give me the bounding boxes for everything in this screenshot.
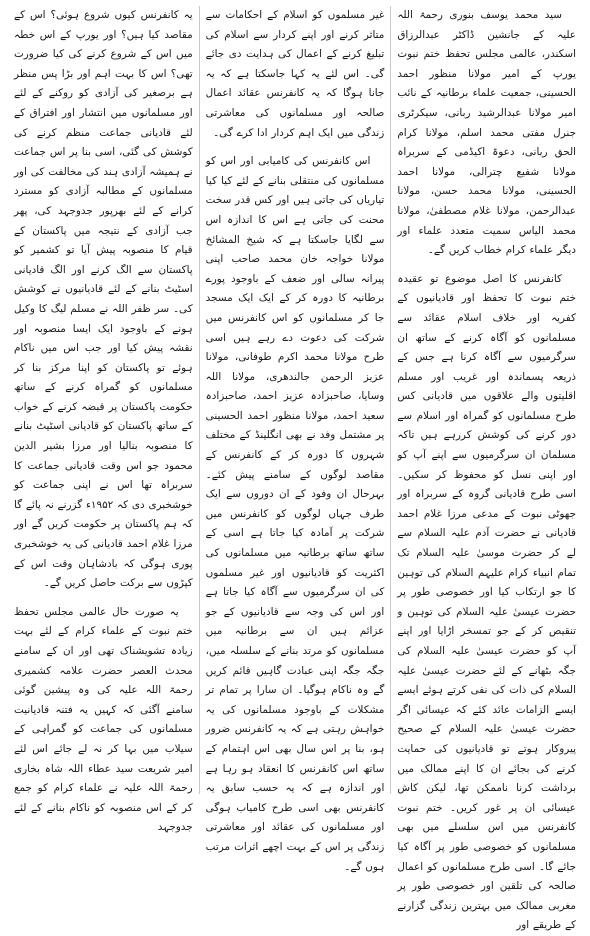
- paragraph: غیر مسلموں کو اسلام کے احکامات سے متاثر کرنے اور اپنے کردار سے اسلام کی تبلیغ کرنے کے اعمال کی ہدایت دی جائے گی۔ اس لئے یہ کہا جاسکتا ہے کہ یہ جانا ہوگا کہ یہ کانفرنس عقائد اعمال صالحہ اور مسلمانوں کی معاشرتی زندگی میں ایک اہم کردار ادا کرے گی۔: [205, 9, 385, 139]
- paragraph: اس کانفرنس کی کامیابی اور اس کو مسلمانوں کی منتقلی بنانے کے لئے کیا کیا تیاریاں کی جاتی ہیں اور کس قدر سخت محنت کی جاتی ہے اس کا اندازہ اس سے لگایا جاسکتا ہے کہ شیخ المشائخ مولانا خواجہ خان محمد صاحب اپنی پیرانہ سالی اور ضعف کے باوجود پورے برطانیہ کا دورہ کر کے ایک ایک مسجد جا کر مسلمانوں کو اس کانفرنس میں شرکت کی دعوت دے رہے ہیں اسی طرح مولانا محمد اکرم طوفانی، مولانا عزیز الرحمن جالندھری، مولانا اللہ وسایا، صاحبزادہ عزیز احمد، صاحبزادہ سعید احمد، مولانا منظور احمد الحسینی پر مشتمل وفد نے بھی انگلینڈ کے مختلف شہروں کا دورہ کر کے کانفرنس کے مقاصد لوگوں کے سامنے پیش کئے۔ بہرحال ان وفود کے ان دوروں سے ایک طرف جہاں لوگوں کو کانفرنس میں شرکت پر آمادہ کیا جاتا ہے اسی کے ساتھ ساتھ برطانیہ میں مسلمانوں کی اکثریت کو قادیانیوں اور غیر مسلموں کی ان سرگرمیوں سے آگاہ کیا جاتا ہے اور اس کی وجہ سے قادیانیوں کے جو عزائم ہیں ان سے برطانیہ میں مسلمانوں کو مرتد بنانے کے سلسلہ میں، جگہ جگہ اپنی عبادت گاہیں قائم کریں گے وہ ناکام ہوگیا۔ ان سارا پر تمام تر مشکلات کے باوجود مسلمانوں کی یہ خواہش رہتی ہے کہ یہ کانفرنس ضرور ہو، بنا پر اس سال بھی اس اہتمام کے ساتھ اس کانفرنس کا انعقاد ہو رہا ہے اور اندازہ ہے کہ یہ حسب سابق یہ کانفرنس بھی اسی طرح کامیاب ہوگی اور مسلمانوں کی عقائد اور معاشرتی زندگی پر اس کے بہت اچھے اثرات مرتب ہوں گے۔: [205, 155, 385, 873]
- paragraph: سید محمد یوسف بنوری رحمۃ اللہ علیہ کے جانشین ڈاکٹر عبدالرزاق اسکندر، عالمی مجلس تحفظ ختم نبوت یورپ کے امیر مولانا منظور احمد الحسینی، جمعیت علماء برطانیہ کے نائب امیر مولانا عبدالرشید ربانی، سیکرٹری جنرل مفتی محمد اسلم، مولانا کرام الحق ربانی، دعوۃ اکیڈمی کے سربراہ مولانا شفیع چترالی، مولانا احمد الحسینی، مولانا محمد حسن، مولانا عبدالرحمن، مولانا غلام مصطفیٰ، مولانا محمد الیاس سمیت متعدد علماء اور دیگر علماء کرام خطاب کریں گے۔: [397, 9, 576, 257]
- column-right: [391, 6, 582, 932]
- column-middle: [200, 6, 392, 873]
- column-left: [8, 6, 200, 834]
- paragraph: یہ صورت حال عالمی مجلس تحفظ ختم نبوت کے علماء کرام کے لئے بہت زیادہ تشویشناک تھی اور ان کے سامنے محدث العصر حضرت علامہ کشمیری رحمۃ اللہ علیہ کی وہ پیشین گوئی سامنے آگئی کہ کہیں یہ فتنہ قادیانیت مسلمانوں کی جماعت کو گمراہی کے سیلاب میں بہا کر نہ لے جائے اس لئے امیر شریعت سید عطاء اللہ شاہ بخاری رحمۃ اللہ علیہ نے علماء کرام کو جمع کر کے اس منصوبہ کو ناکام بنانے کے لئے جدوجہد: [13, 605, 193, 834]
- paragraph: کانفرنس کا اصل موضوع تو عقیدہ ختم نبوت کا تحفظ اور قادیانیوں کے کفریہ اور خلاف اسلام عقائد سے مسلمانوں کو آگاہ کرنے کے ساتھ ان سرگرمیوں سے آگاہ کرنا ہے جس کے ذریعہ پسماندہ اور غریب اور مسلم اقلیتوں والے علاقوں میں قادیانی کس طرح مسلمانوں کو گمراہ اور اسلام سے دور کرنے کی کوشش کررہے ہیں تاکہ مسلمان ان سرگرمیوں سے اپنے آپ کو اور اپنی نسل کو محفوظ کر سکیں۔ اسی طرح قادیانی گروہ کے سربراہ اور جھوٹی نبوت کے مدعی مرزا غلام احمد قادیانی نے حضرت آدم علیہ السلام سے لے کر حضرت موسیٰ علیہ السلام تک تمام انبیاء کرام علیہم السلام کی توہین کا جو ارتکاب کیا اور خصوصی طور پر حضرت عیسیٰ علیہ السلام کی توہین و تنقیص کر کے جو تمسخر اڑایا اور اپنے آپ کو حضرت عیسیٰ علیہ السلام کی جگہ بٹھانے کے لئے حضرت عیسیٰ علیہ السلام کی ذات کی نفی کرتے ہوئے ایسے ایسے الزامات عائد کئے کہ عیسائی اگر حضرت عیسیٰ علیہ السلام کے صحیح پیروکار ہوتے تو قادیانیوں کی حمایت کرنے کی بجائے ان کا اپنے ممالک میں برداشت کرنا ناممکن تھا، لیکن کاش عیسائی ان پر غور کریں۔ ختم نبوت کانفرنس میں اس سلسلے میں بھی مسلمانوں کو خصوصی طور پر آگاہ کیا جائے گا۔ اسی طرح مسلمانوں کو اعمال صالحہ کی تلقین اور خصوصی طور پر مغربی ممالک میں بہترین زندگی گزارنے کے طریقے اور: [397, 272, 576, 932]
- paragraph: یہ کانفرنس کیوں شروع ہوئی؟ اس کے مقاصد کیا ہیں؟ اور یورپ کے اس خطہ میں اس کے شروع کرنے کی کیا ضرورت تھی؟ اس کا بہت اہم اور بڑا پس منظر ہے برصغیر کی آزادی کو روکنے کے لئے اور مسلمانوں میں انتشار اور افتراق کے لئے قادیانی جماعت منظم کرنے کی کوشش کی گئی، اسی بنا پر اس جماعت نے ہمیشہ آزادی ہند کی مخالفت کی اور مسلمانوں کے مطالبہ آزادی کو مسترد کرانے کے لئے بھرپور جدوجہد کی، پھر جب آزادی کے نتیجہ میں پاکستان کے قیام کا منصوبہ پیش آیا تو کشمیر کو پاکستان سے الگ کرنے اور الگ قادیانی اسٹیٹ بنانے کے لئے قادیانیوں نے کوشش کی۔ سر ظفر اللہ نے مسلم لیگ کا وکیل ہونے کے باوجود ایک ایسا منصوبہ اور نقشہ پیش کیا اور جب اس میں ناکام ہوئے تو پاکستان کو اپنا مرکز بنا کر مسلمانوں کو گمراہ کرنے کے ساتھ حکومت پاکستان پر قبضہ کرنے کے خواب کے ساتھ پاکستان کو قادیانی اسٹیٹ بنانے کا منصوبہ بنالیا اور مرزا بشیر الدین محمود جو اس وقت قادیانی جماعت کا سربراہ تھا اس نے اپنی جماعت کو خوشخبری دی کہ ۱۹۵۲ء گزرنے نہ پائے گا کہ ہم پاکستان پر حکومت کریں گے اور مرزا غلام احمد قادیانی کی یہ خوشخبری پوری ہوگی کہ بادشاہان وقت اس کے کپڑوں سے برکت حاصل کریں گے۔: [13, 9, 193, 590]
